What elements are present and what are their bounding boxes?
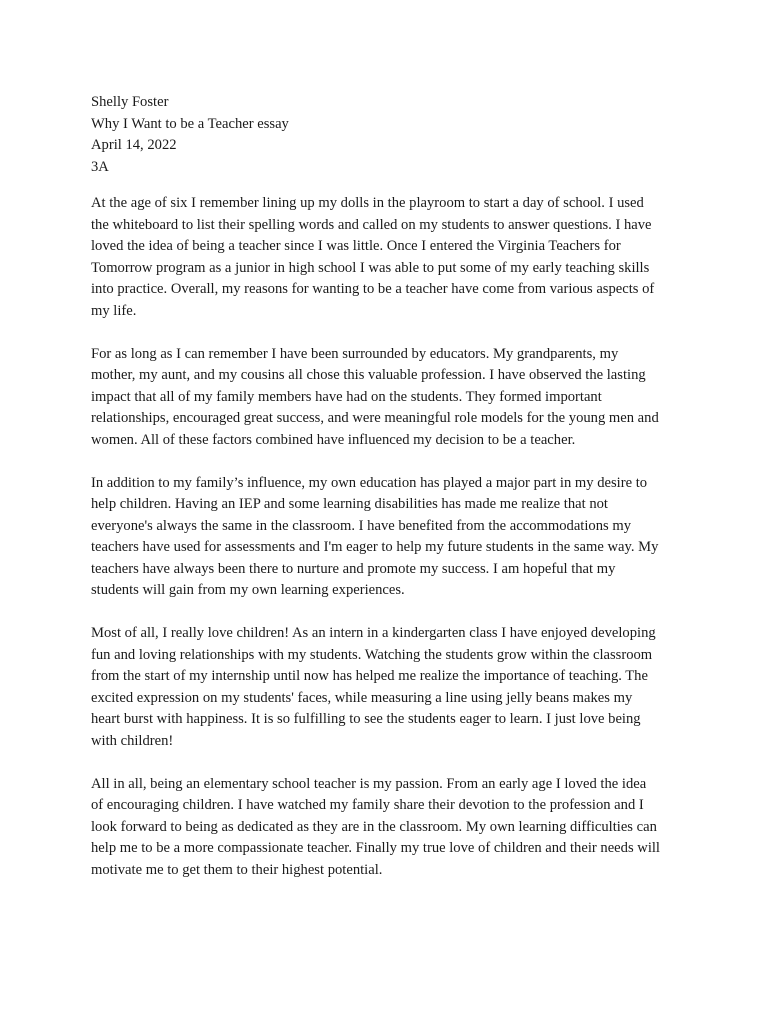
paragraph-line: help children. Having an IEP and some learning disabilities has made me realize that not bbox=[91, 496, 608, 512]
paragraph-line: of encouraging children. I have watched my family share their devotion to the profession and I bbox=[91, 797, 644, 813]
class-section: 3A bbox=[91, 158, 109, 175]
paragraph-line: excited expression on my students' faces, while measuring a line using jelly beans makes my bbox=[91, 689, 633, 706]
paragraph-line: Tomorrow program as a junior in high school I was able to put some of my early teaching skills bbox=[91, 259, 650, 276]
author-name: Shelly Foster bbox=[91, 94, 169, 110]
essay-body bbox=[91, 193, 703, 903]
paragraph-line: students will gain from my own learning experiences. bbox=[91, 582, 405, 598]
paragraph-line: For as long as I can remember I have been surrounded by educators. My grandparents, my bbox=[91, 345, 619, 362]
paragraph-line: motivate me to get them to their highest potential. bbox=[91, 861, 383, 878]
essay-paragraph bbox=[91, 344, 703, 452]
paragraph-line: relationships, encouraged great success, and were meaningful role models for the young men and bbox=[91, 410, 659, 426]
paragraph-line: from the start of my internship until now has helped me realize the importance of teaching. The bbox=[91, 668, 648, 684]
paragraph-line: In addition to my family’s influence, my own education has played a major part in my desire to bbox=[91, 474, 648, 491]
paragraph-line: my life. bbox=[91, 302, 137, 319]
essay-date: April 14, 2022 bbox=[91, 137, 177, 153]
paragraph-line: the whiteboard to list their spelling words and called on my students to answer questions. I have bbox=[91, 216, 652, 233]
paragraph-line: teachers have always been there to nurture and promote my success. I am hopeful that my bbox=[91, 560, 616, 577]
essay-paragraph bbox=[91, 623, 703, 752]
paragraph-line: women. All of these factors combined have influenced my decision to be a teacher. bbox=[91, 431, 576, 448]
paragraph-line: teachers have used for assessments and I'm eager to help my future students in the same way. My bbox=[91, 539, 659, 555]
paragraph-line: everyone's always the same in the classroom. I have benefited from the accommodations my bbox=[91, 517, 631, 534]
document-header bbox=[91, 92, 289, 178]
paragraph-line: with children! bbox=[91, 732, 174, 749]
paragraph-line: help me to be a more compassionate teacher. Finally my true love of children and their needs will bbox=[91, 840, 660, 856]
paragraph-line: fun and loving relationships with my students. Watching the students grow within the classroom bbox=[91, 646, 653, 663]
paragraph-line: loved the idea of being a teacher since I was little. Once I entered the Virginia Teachers for bbox=[91, 238, 621, 254]
paragraph-line: heart burst with happiness. It is so fulfilling to see the students eager to learn. I just love being bbox=[91, 711, 641, 727]
paragraph-line: mother, my aunt, and my cousins all chose this valuable profession. I have observed the lasting bbox=[91, 367, 646, 383]
essay-paragraph bbox=[91, 774, 703, 882]
essay-title: Why I Want to be a Teacher essay bbox=[91, 115, 289, 132]
essay-paragraph bbox=[91, 473, 703, 602]
paragraph-line: into practice. Overall, my reasons for wanting to be a teacher have come from various aspects of bbox=[91, 281, 655, 297]
paragraph-line: impact that all of my family members have had on the students. They formed important bbox=[91, 388, 602, 405]
paragraph-line: Most of all, I really love children! As an intern in a kindergarten class I have enjoyed developing bbox=[91, 625, 656, 641]
paragraph-line: At the age of six I remember lining up my dolls in the playroom to start a day of school. I used bbox=[91, 195, 644, 211]
paragraph-line: All in all, being an elementary school teacher is my passion. From an early age I loved the idea bbox=[91, 775, 647, 792]
paragraph-line: look forward to being as dedicated as they are in the classroom. My own learning difficulties can bbox=[91, 818, 657, 835]
essay-paragraph bbox=[91, 193, 703, 322]
